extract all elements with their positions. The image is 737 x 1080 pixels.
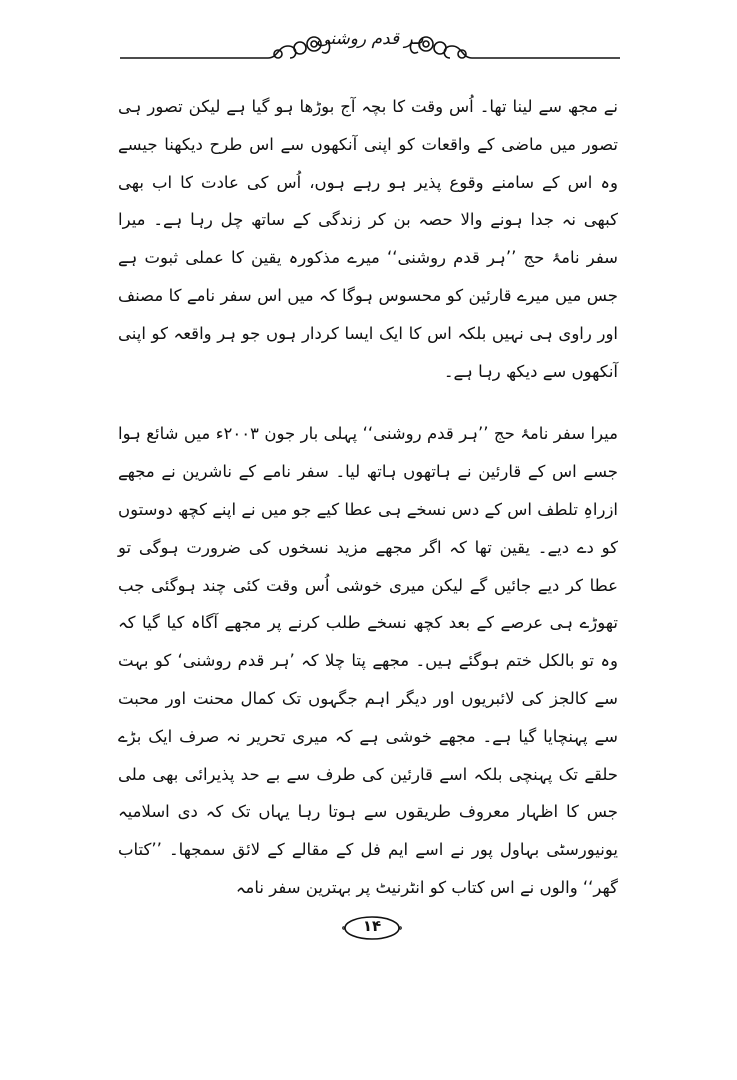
page-number-badge bbox=[342, 914, 402, 942]
paragraph-2: میرا سفر نامۂ حج ’’ہر قدم روشنی‘‘ پہلی بار جون ۲۰۰۳ء میں شائع ہوا جسے اس کے قارئین نے ہاتھوں ہاتھ لیا۔ سفر نامے کے ناشرین نے مجھے ازراہِ تلطف اس کے دس نسخے ہی عطا کیے جو میں نے اپنے کچھ دوستوں کو دے دیے۔ یقین تھا کہ اگر مجھے مزید نسخوں کی ضرورت ہوگی تو عطا کر دیے جائیں گے لیکن میری خوشی اُس وقت کئی چند ہوگئی جب تھوڑے ہی عرصے کے بعد کچھ نسخے طلب کرنے پر مجھے آگاہ کیا گیا کہ وہ تو بالکل ختم ہوگئے ہیں۔ مجھے پتا چلا کہ ’ہر قدم روشنی‘ کو بہت سے کالجز کی لائبریوں اور دیگر اہم جگہوں تک کمال محنت اور محبت سے پہنچایا گیا ہے۔ مجھے خوشی ہے کہ میری تحریر نہ صرف ایک بڑے حلقے تک پہنچی بلکہ اسے قارئین کی طرف سے بے حد پذیرائی بھی ملی جس کا اظہار معروف طریقوں سے ہوتا رہا یہاں تک کہ دی اسلامیہ یونیورسٹی بہاول پور نے اسے ایم فل کے مقالے کے لائق سمجھا۔ ’’کتاب گھر‘‘ والوں نے اس کتاب کو انٹرنیٹ پر بہترین سفر نامہ bbox=[118, 424, 619, 897]
running-header bbox=[118, 18, 622, 68]
paragraph-1: نے مجھ سے لینا تھا۔ اُس وقت کا بچہ آج بوڑھا ہو گیا ہے لیکن تصور ہی تصور میں ماضی کے واقعات کو اپنی آنکھوں سے اس طرح دیکھنا جیسے وہ اس کے سامنے وقوع پذیر ہو رہے ہوں، اُس کی عادت کا اب بھی کبھی نہ جدا ہونے والا حصہ بن کر زندگی کے ساتھ چل رہا ہے۔ میرا سفر نامۂ حج ’’ہر قدم روشنی‘‘ میرے مذکورہ یقین کا عملی ثبوت ہے جس میں میرے قارئین کو محسوس ہوگا کہ میں اس سفر نامے کا مصنف اور راوی ہی نہیں بلکہ اس کا ایک ایسا کردار ہوں جو ہر واقعہ کو اپنی آنکھوں سے دیکھ رہا ہے۔ bbox=[118, 97, 618, 381]
page-number: ۱۴ bbox=[362, 917, 382, 935]
header-title: ہر قدم روشنی bbox=[316, 29, 424, 49]
page-body bbox=[118, 88, 618, 907]
